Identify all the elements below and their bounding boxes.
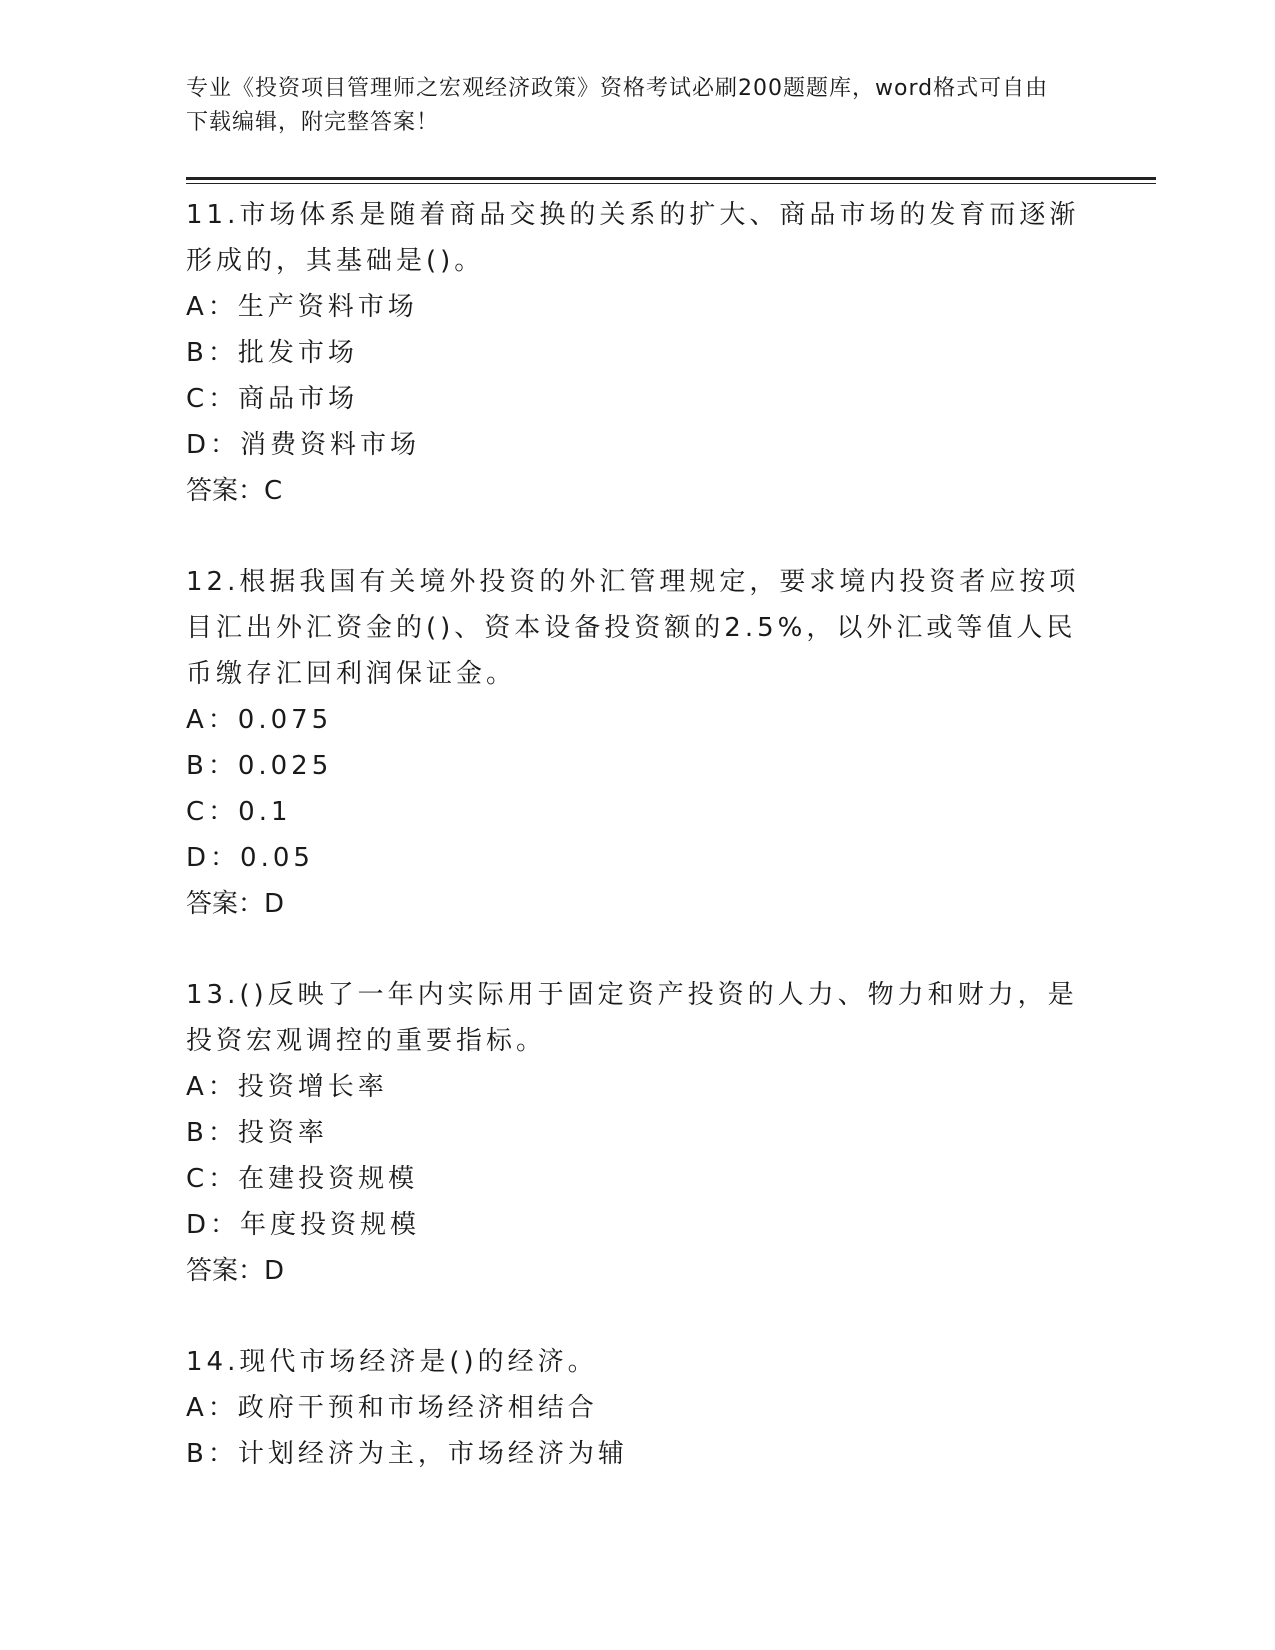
- question-11: [186, 192, 1086, 514]
- option-d: D：年度投资规模: [186, 1210, 421, 1240]
- document-header: 专业《投资项目管理师之宏观经济政策》资格考试必刷200题题库，word格式可自由下载编辑，附完整答案！: [186, 76, 1049, 135]
- question-12: [186, 559, 1086, 927]
- answer: 答案：C: [186, 476, 283, 506]
- question-13: [186, 972, 1086, 1294]
- answer: 答案：D: [186, 889, 285, 919]
- question-stem: 11.市场体系是随着商品交换的关系的扩大、商品市场的发育而逐渐形成的，其基础是()。: [186, 200, 1080, 276]
- option-c: C：商品市场: [186, 384, 359, 414]
- option-a: A：生产资料市场: [186, 292, 418, 322]
- option-b: B：0.025: [186, 751, 333, 781]
- question-stem: 14.现代市场经济是()的经济。: [186, 1347, 598, 1377]
- header-divider-thin: [186, 183, 1156, 184]
- option-d: D：消费资料市场: [186, 430, 421, 460]
- option-b: B：计划经济为主，市场经济为辅: [186, 1439, 628, 1469]
- option-a: A：投资增长率: [186, 1072, 388, 1102]
- answer: 答案：D: [186, 1256, 285, 1286]
- option-a: A：政府干预和市场经济相结合: [186, 1393, 598, 1423]
- option-b: B：投资率: [186, 1118, 328, 1148]
- question-stem: 13.()反映了一年内实际用于固定资产投资的人力、物力和财力，是投资宏观调控的重要指标。: [186, 980, 1078, 1056]
- question-list: [186, 192, 1086, 1522]
- header-divider-thick: [186, 177, 1156, 180]
- option-a: A：0.075: [186, 705, 333, 735]
- document-page: [186, 72, 1156, 1469]
- option-b: B：批发市场: [186, 338, 358, 368]
- question-stem: 12.根据我国有关境外投资的外汇管理规定，要求境内投资者应按项目汇出外汇资金的()、资本设备投资额的2.5%，以外汇或等值人民币缴存汇回利润保证金。: [186, 567, 1080, 689]
- question-14: [186, 1339, 1086, 1477]
- option-d: D：0.05: [186, 843, 314, 873]
- option-c: C：在建投资规模: [186, 1164, 419, 1194]
- option-c: C：0.1: [186, 797, 292, 827]
